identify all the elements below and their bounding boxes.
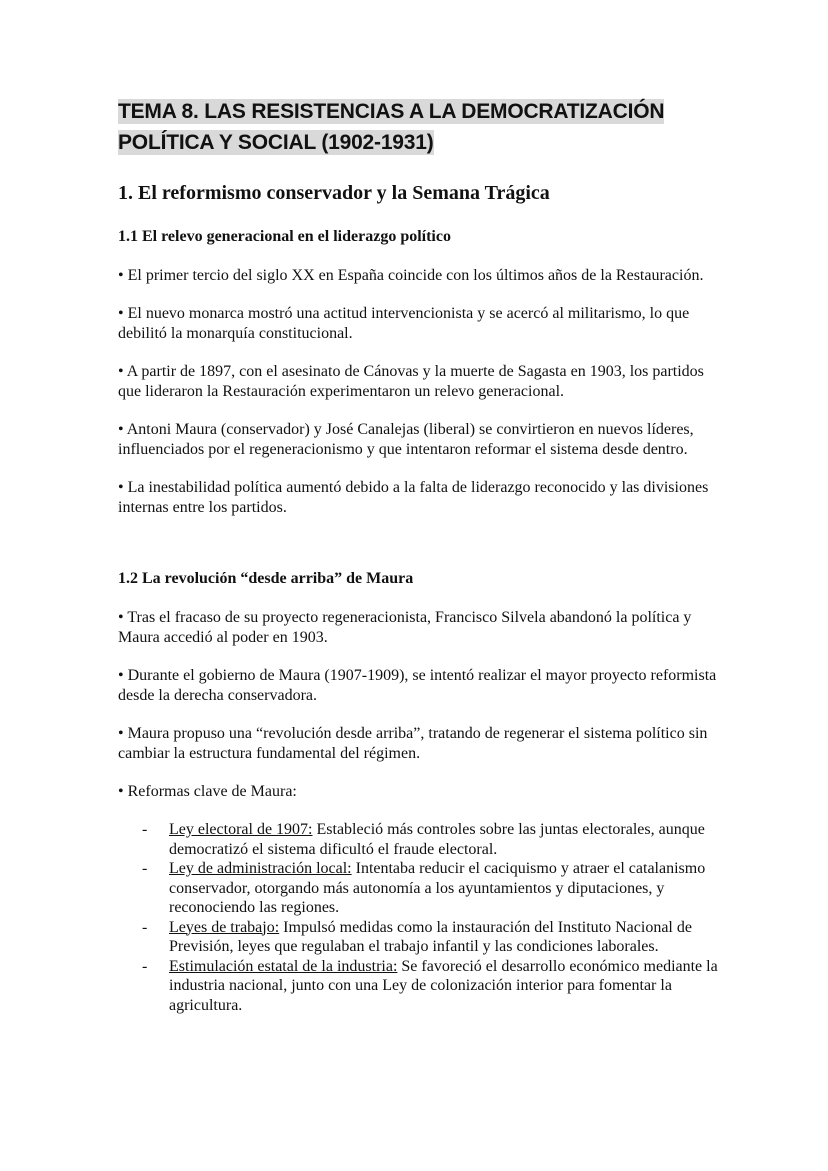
reform-item [142, 820, 718, 859]
dash-marker: - [142, 957, 148, 975]
document-title [118, 96, 718, 158]
reform-text: Impulsó medidas como la instauración del Instituto Nacional de Previsión, leyes que regulaban el trabajo infantil y las condiciones laborales. [169, 918, 692, 955]
dash-marker: - [142, 860, 148, 877]
reform-item [142, 859, 718, 918]
bullet-paragraph: • El primer tercio del siglo XX en España coincide con los últimos años de la Restauración. [118, 267, 704, 284]
reform-text: Estableció más controles sobre las juntas electorales, aunque democratizó el sistema dificultó el fraude electoral. [169, 821, 705, 858]
bullet-paragraph: • A partir de 1897, con el asesinato de Cánovas y la muerte de Sagasta en 1903, los partidos que lideraron la Restauración experimentaron un relevo generacional. [118, 363, 704, 400]
reforms-list [118, 820, 718, 1015]
bullet-paragraph: • La inestabilidad política aumentó debido a la falta de liderazgo reconocido y las divisiones internas entre los partidos. [118, 479, 709, 516]
reform-text: Se favoreció el desarrollo económico mediante la industria nacional, junto con una Ley de colonización interior para fomentar la agricultura. [169, 957, 718, 1014]
reform-label: Ley electoral de 1907: [169, 821, 313, 838]
bullet-paragraph: • Antoni Maura (conservador) y José Canalejas (liberal) se convirtieron en nuevos líderes, influenciados por el regeneracionismo y que intentaron reformar el sistema desde dentro. [118, 421, 694, 458]
bullet-paragraph: • Maura propuso una “revolución desde arriba”, tratando de regenerar el sistema político sin cambiar la estructura fundamental del régimen. [118, 725, 708, 762]
title-line-2: POLÍTICA Y SOCIAL (1902-1931) [118, 131, 434, 154]
title-line-1: TEMA 8. LAS RESISTENCIAS A LA DEMOCRATIZACIÓN [118, 100, 665, 123]
document-page [118, 96, 718, 1015]
reform-text: Intentaba reducir el caciquismo y atraer el catalanismo conservador, otorgando más autonomía a los ayuntamientos y diputaciones, y reconociendo las regiones. [169, 860, 706, 916]
dash-marker: - [142, 918, 148, 936]
bullet-paragraph: • Reformas clave de Maura: [118, 783, 297, 800]
section-1-1-heading: 1.1 El relevo generacional en el liderazgo político [118, 228, 451, 245]
bullet-paragraph: • El nuevo monarca mostró una actitud intervencionista y se acercó al militarismo, lo que debilitó la monarquía constitucional. [118, 305, 690, 342]
bullet-paragraph: • Tras el fracaso de su proyecto regeneracionista, Francisco Silvela abandonó la política y Maura accedió al poder en 1903. [118, 609, 692, 646]
dash-marker: - [142, 821, 148, 838]
section-1-heading: 1. El reformismo conservador y la Semana Trágica [118, 182, 550, 204]
section-1-2-heading: 1.2 La revolución “desde arriba” de Maura [118, 570, 414, 587]
reform-label: Estimulación estatal de la industria: [169, 957, 398, 975]
reform-item [142, 918, 718, 957]
reform-label: Leyes de trabajo: [169, 918, 280, 936]
bullet-paragraph: • Durante el gobierno de Maura (1907-1909), se intentó realizar el mayor proyecto reformista desde la derecha conservadora. [118, 667, 717, 704]
reform-label: Ley de administración local: [169, 860, 352, 877]
reform-item [142, 957, 718, 1016]
